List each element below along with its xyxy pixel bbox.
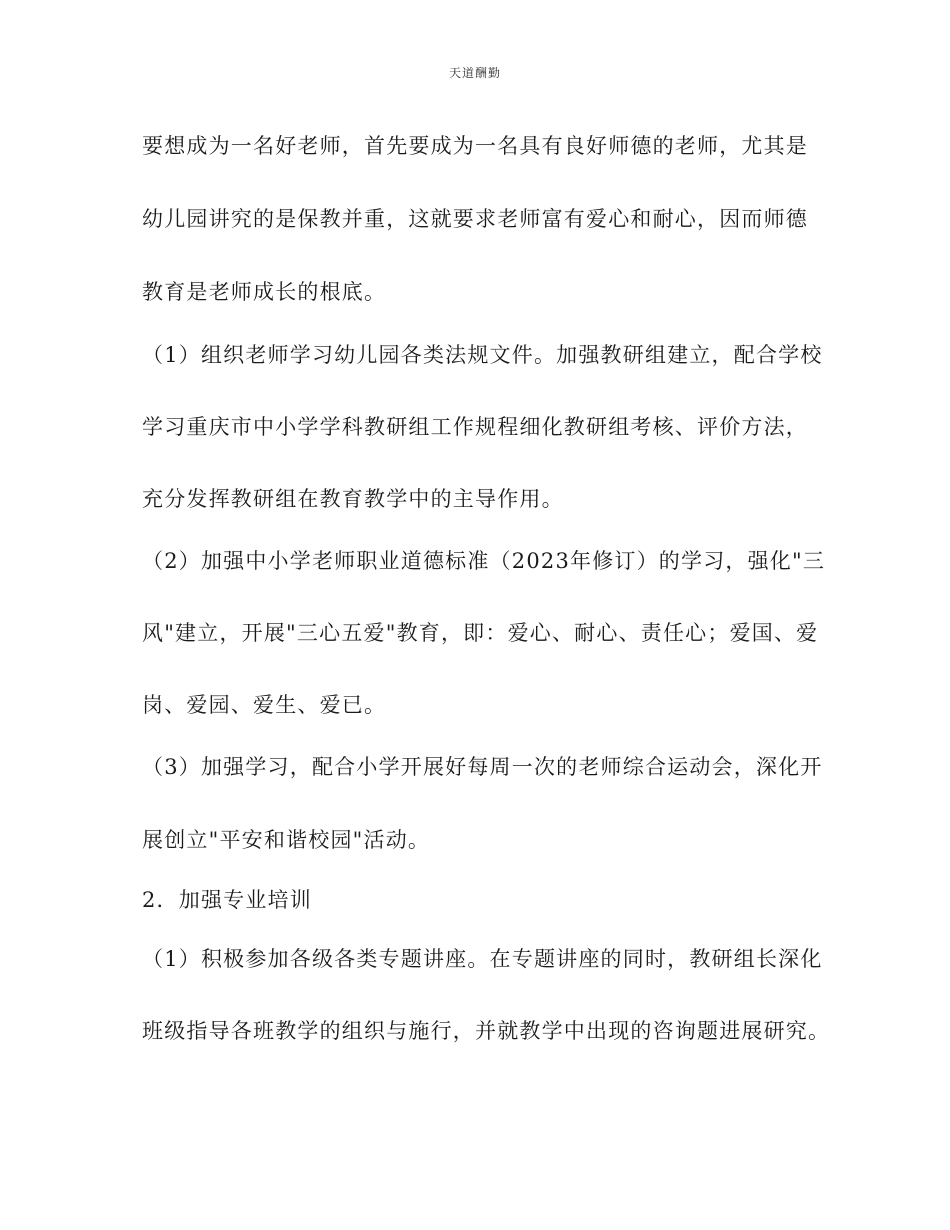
- body-line: （3）加强学习，配合小学开展好每周一次的老师综合运动会，深化开: [142, 755, 823, 779]
- body-line: 展创立"平安和谐校园"活动。: [142, 828, 431, 852]
- body-line: （2）加强中小学老师职业道德标准（2023年修订）的学习，强化"三: [142, 549, 826, 573]
- body-line: 幼儿园讲究的是保教并重，这就要求老师富有爱心和耐心，因而师德: [142, 207, 808, 231]
- body-line: 岗、爱园、爱生、爱已。: [142, 693, 387, 717]
- section-heading: 2．加强专业培训: [142, 888, 312, 912]
- body-line: （1）组织老师学习幼儿园各类法规文件。加强教研组建立，配合学校: [142, 343, 823, 367]
- page-header: 天道酬勤: [448, 66, 501, 80]
- body-line: 班级指导各班教学的组织与施行，并就教学中出现的咨询题进展研究。: [142, 1019, 831, 1043]
- body-line: 充分发挥教研组在教育教学中的主导作用。: [142, 487, 564, 511]
- body-line: 教育是老师成长的根底。: [142, 280, 387, 304]
- body-line: 风"建立，开展"三心五爱"教育，即：爱心、耐心、责任心；爱国、爱: [142, 621, 819, 645]
- body-line: 学习重庆市中小学学科教研组工作规程细化教研组考核、评价方法，: [142, 415, 808, 439]
- body-line: （1）积极参加各级各类专题讲座。在专题讲座的同时，教研组长深化: [142, 947, 823, 971]
- body-line: 要想成为一名好老师，首先要成为一名具有良好师德的老师，尤其是: [142, 134, 808, 158]
